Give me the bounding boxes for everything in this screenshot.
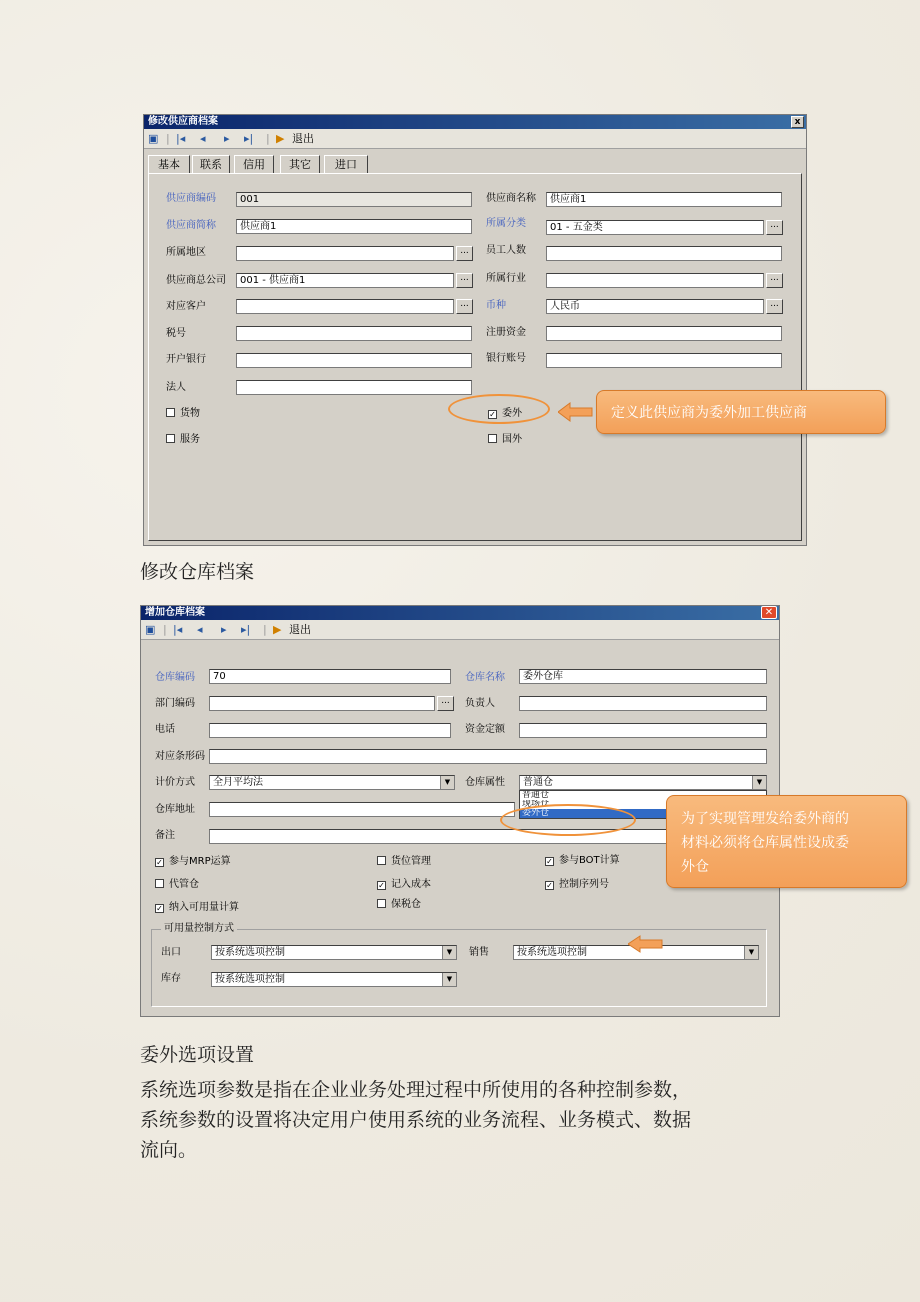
class-field[interactable]: 01 - 五金类 — [546, 220, 764, 235]
close-button[interactable]: x — [791, 116, 804, 128]
parent-browse-button[interactable]: ... — [456, 273, 473, 288]
agent-checkbox-label: 代管仓 — [169, 879, 199, 890]
short-name-label: 供应商简称 — [166, 220, 216, 231]
prev-record-icon[interactable]: ◂ — [200, 132, 206, 145]
wh-name-label: 仓库名称 — [465, 672, 505, 683]
phone-field[interactable] — [209, 723, 451, 738]
staff-field[interactable] — [546, 246, 782, 261]
toolbar — [144, 129, 806, 149]
callout-line: 外仓 — [681, 859, 709, 875]
chevron-down-icon: ▼ — [744, 946, 758, 959]
chevron-down-icon: ▼ — [440, 776, 454, 789]
callout-outsource-warehouse — [666, 795, 907, 888]
attr-select-value: 普通仓 — [523, 777, 553, 788]
separator: | — [163, 623, 167, 636]
code-field[interactable]: 001 — [236, 192, 472, 207]
avail-checkbox[interactable]: ✓ 纳入可用量计算 — [156, 902, 239, 913]
callout-line: 为了实现管理发给委外商的 — [681, 811, 849, 827]
name-label: 供应商名称 — [486, 193, 536, 204]
wh-code-field[interactable]: 70 — [209, 669, 451, 684]
next-record-icon[interactable]: ▸ — [221, 623, 227, 636]
tab-other[interactable]: 其它 — [280, 155, 320, 173]
separator: | — [266, 132, 270, 145]
industry-browse-button[interactable]: ... — [766, 273, 783, 288]
attr-option-selected[interactable]: 委外仓 — [520, 809, 766, 818]
foreign-checkbox[interactable] — [488, 434, 522, 446]
customer-browse-button[interactable]: ... — [456, 299, 473, 314]
currency-browse-button[interactable]: ... — [766, 299, 783, 314]
last-record-icon[interactable]: ▸| — [244, 132, 254, 145]
callout-text: 定义此供应商为委外加工供应商 — [611, 405, 807, 421]
dept-browse-button[interactable]: ... — [437, 696, 454, 711]
avail-checkbox-label: 纳入可用量计算 — [169, 902, 239, 913]
serial-checkbox-label: 控制序列号 — [559, 879, 609, 890]
cost-checkbox[interactable]: ✓ 记入成本 — [378, 879, 431, 890]
window-title — [144, 115, 806, 129]
group-title: 可用量控制方式 — [161, 923, 237, 935]
bonded-checkbox[interactable] — [377, 899, 421, 911]
out-select-value: 按系统选项控制 — [215, 947, 285, 958]
attr-select[interactable] — [519, 775, 767, 790]
addr-label: 仓库地址 — [155, 804, 195, 815]
account-label: 银行账号 — [486, 353, 526, 364]
region-field[interactable] — [236, 246, 454, 261]
owner-field[interactable] — [519, 696, 767, 711]
outsource-checkbox[interactable]: ✓ 委外 — [489, 408, 522, 419]
exit-button[interactable]: 退出 — [292, 132, 314, 145]
first-record-icon[interactable]: |◂ — [173, 623, 183, 636]
save-icon[interactable]: ▣ — [148, 132, 159, 145]
foreign-checkbox-label: 国外 — [502, 434, 522, 445]
fund-field[interactable] — [519, 723, 767, 738]
cost-checkbox-label: 记入成本 — [391, 879, 431, 890]
chevron-down-icon: ▼ — [442, 946, 456, 959]
attr-option[interactable]: 现场仓 — [522, 800, 550, 809]
out-select[interactable] — [211, 945, 457, 960]
pricing-select[interactable] — [209, 775, 455, 790]
availability-groupbox — [151, 929, 767, 1007]
highlight-ellipse — [448, 394, 550, 424]
goods-checkbox[interactable] — [166, 408, 200, 420]
industry-field[interactable] — [546, 273, 764, 288]
highlight-ellipse — [500, 804, 636, 836]
industry-label: 所属行业 — [486, 273, 526, 284]
exit-icon[interactable]: ▶ — [273, 623, 282, 636]
paragraph-line: 系统参数的设置将决定用户使用系统的业务流程、业务模式、数据 — [140, 1109, 692, 1131]
supplier-window — [143, 114, 807, 546]
window-title-text: 修改供应商档案 — [148, 116, 218, 127]
class-label: 所属分类 — [486, 218, 526, 229]
bonded-checkbox-label: 保税仓 — [391, 899, 421, 910]
stock-select[interactable] — [211, 972, 457, 987]
last-record-icon[interactable]: ▸| — [241, 623, 251, 636]
owner-label: 负责人 — [465, 698, 495, 709]
prev-record-icon[interactable]: ◂ — [197, 623, 203, 636]
capital-label: 注册资金 — [486, 327, 526, 338]
pricing-select-value: 全月平均法 — [213, 777, 263, 788]
save-icon[interactable]: ▣ — [145, 623, 156, 636]
addr-field[interactable] — [209, 802, 515, 817]
callout-outsource-supplier — [596, 390, 886, 434]
paragraph-line: 系统选项参数是指在企业业务处理过程中所使用的各种控制参数， — [140, 1079, 692, 1101]
pos-checkbox[interactable] — [377, 856, 431, 868]
arrow-left-icon — [628, 935, 664, 953]
currency-label: 币种 — [486, 300, 506, 311]
tax-field[interactable] — [236, 326, 472, 341]
caption-outsource-options: 委外选项设置 — [140, 1044, 255, 1066]
outsource-checkbox-label: 委外 — [502, 408, 522, 419]
name-field[interactable]: 供应商1 — [546, 192, 782, 207]
tab-basic[interactable]: 基本 — [148, 155, 190, 174]
currency-field[interactable]: 人民币 — [546, 299, 764, 314]
customer-label: 对应客户 — [166, 301, 206, 312]
service-checkbox-label: 服务 — [180, 434, 200, 445]
legal-field[interactable] — [236, 380, 472, 395]
tab-contact[interactable]: 联系 — [192, 155, 230, 173]
attr-option[interactable]: 普通仓 — [522, 791, 550, 800]
dept-field[interactable] — [209, 696, 435, 711]
phone-label: 电话 — [155, 724, 175, 735]
agent-checkbox[interactable] — [155, 879, 199, 891]
toolbar — [141, 620, 779, 640]
bot-checkbox-label: 参与BOT计算 — [559, 855, 620, 866]
exit-icon[interactable]: ▶ — [276, 132, 285, 145]
customer-field[interactable] — [236, 299, 454, 314]
wh-name-field[interactable]: 委外仓库 — [519, 669, 767, 684]
mrp-checkbox[interactable]: ✓ 参与MRP运算 — [156, 856, 231, 867]
region-label: 所属地区 — [166, 247, 206, 258]
close-icon[interactable]: ✕ — [761, 606, 777, 619]
note-label: 备注 — [155, 830, 175, 841]
region-browse-button[interactable]: ... — [456, 246, 473, 261]
pos-checkbox-label: 货位管理 — [391, 856, 431, 867]
sales-select-value: 按系统选项控制 — [517, 947, 587, 958]
stock-select-value: 按系统选项控制 — [215, 974, 285, 985]
tab-credit[interactable]: 信用 — [234, 155, 274, 173]
separator: | — [166, 132, 170, 145]
stock-label: 库存 — [161, 973, 181, 984]
short-name-field[interactable]: 供应商1 — [236, 219, 472, 234]
attr-label: 仓库属性 — [465, 777, 505, 788]
staff-label: 员工人数 — [486, 245, 526, 256]
window-title-text: 增加仓库档案 — [145, 607, 205, 618]
goods-checkbox-label: 货物 — [180, 408, 200, 419]
barcode-field[interactable] — [209, 749, 767, 764]
sales-label: 销售 — [469, 947, 489, 958]
pricing-label: 计价方式 — [155, 777, 195, 788]
separator: | — [263, 623, 267, 636]
code-label: 供应商编码 — [166, 193, 216, 204]
dept-label: 部门编码 — [155, 698, 195, 709]
first-record-icon[interactable]: |◂ — [176, 132, 186, 145]
account-field[interactable] — [546, 353, 782, 368]
serial-checkbox[interactable]: ✓ 控制序列号 — [546, 879, 609, 890]
chevron-down-icon: ▼ — [442, 973, 456, 986]
wh-code-label: 仓库编码 — [155, 672, 195, 683]
barcode-label: 对应条形码 — [155, 751, 205, 762]
class-browse-button[interactable]: ... — [766, 220, 783, 235]
arrow-left-icon — [558, 402, 594, 422]
bot-checkbox[interactable]: ✓ 参与BOT计算 — [546, 855, 620, 866]
chevron-down-icon: ▼ — [752, 776, 766, 789]
window-title — [141, 606, 779, 620]
tax-label: 税号 — [166, 328, 186, 339]
fund-label: 资金定额 — [465, 724, 505, 735]
exit-button[interactable]: 退出 — [289, 623, 311, 636]
mrp-checkbox-label: 参与MRP运算 — [169, 856, 231, 867]
parent-label: 供应商总公司 — [166, 275, 226, 286]
legal-label: 法人 — [166, 382, 186, 393]
service-checkbox[interactable] — [166, 434, 200, 446]
out-label: 出口 — [161, 947, 181, 958]
parent-field[interactable]: 001 - 供应商1 — [236, 273, 454, 288]
paragraph-line: 流向。 — [140, 1139, 198, 1161]
next-record-icon[interactable]: ▸ — [224, 132, 230, 145]
callout-line: 材料必须将仓库属性设成委 — [681, 835, 849, 851]
bank-label: 开户银行 — [166, 354, 206, 365]
tab-import[interactable]: 进口 — [324, 155, 368, 173]
bank-field[interactable] — [236, 353, 472, 368]
capital-field[interactable] — [546, 326, 782, 341]
caption-warehouse: 修改仓库档案 — [140, 561, 255, 583]
